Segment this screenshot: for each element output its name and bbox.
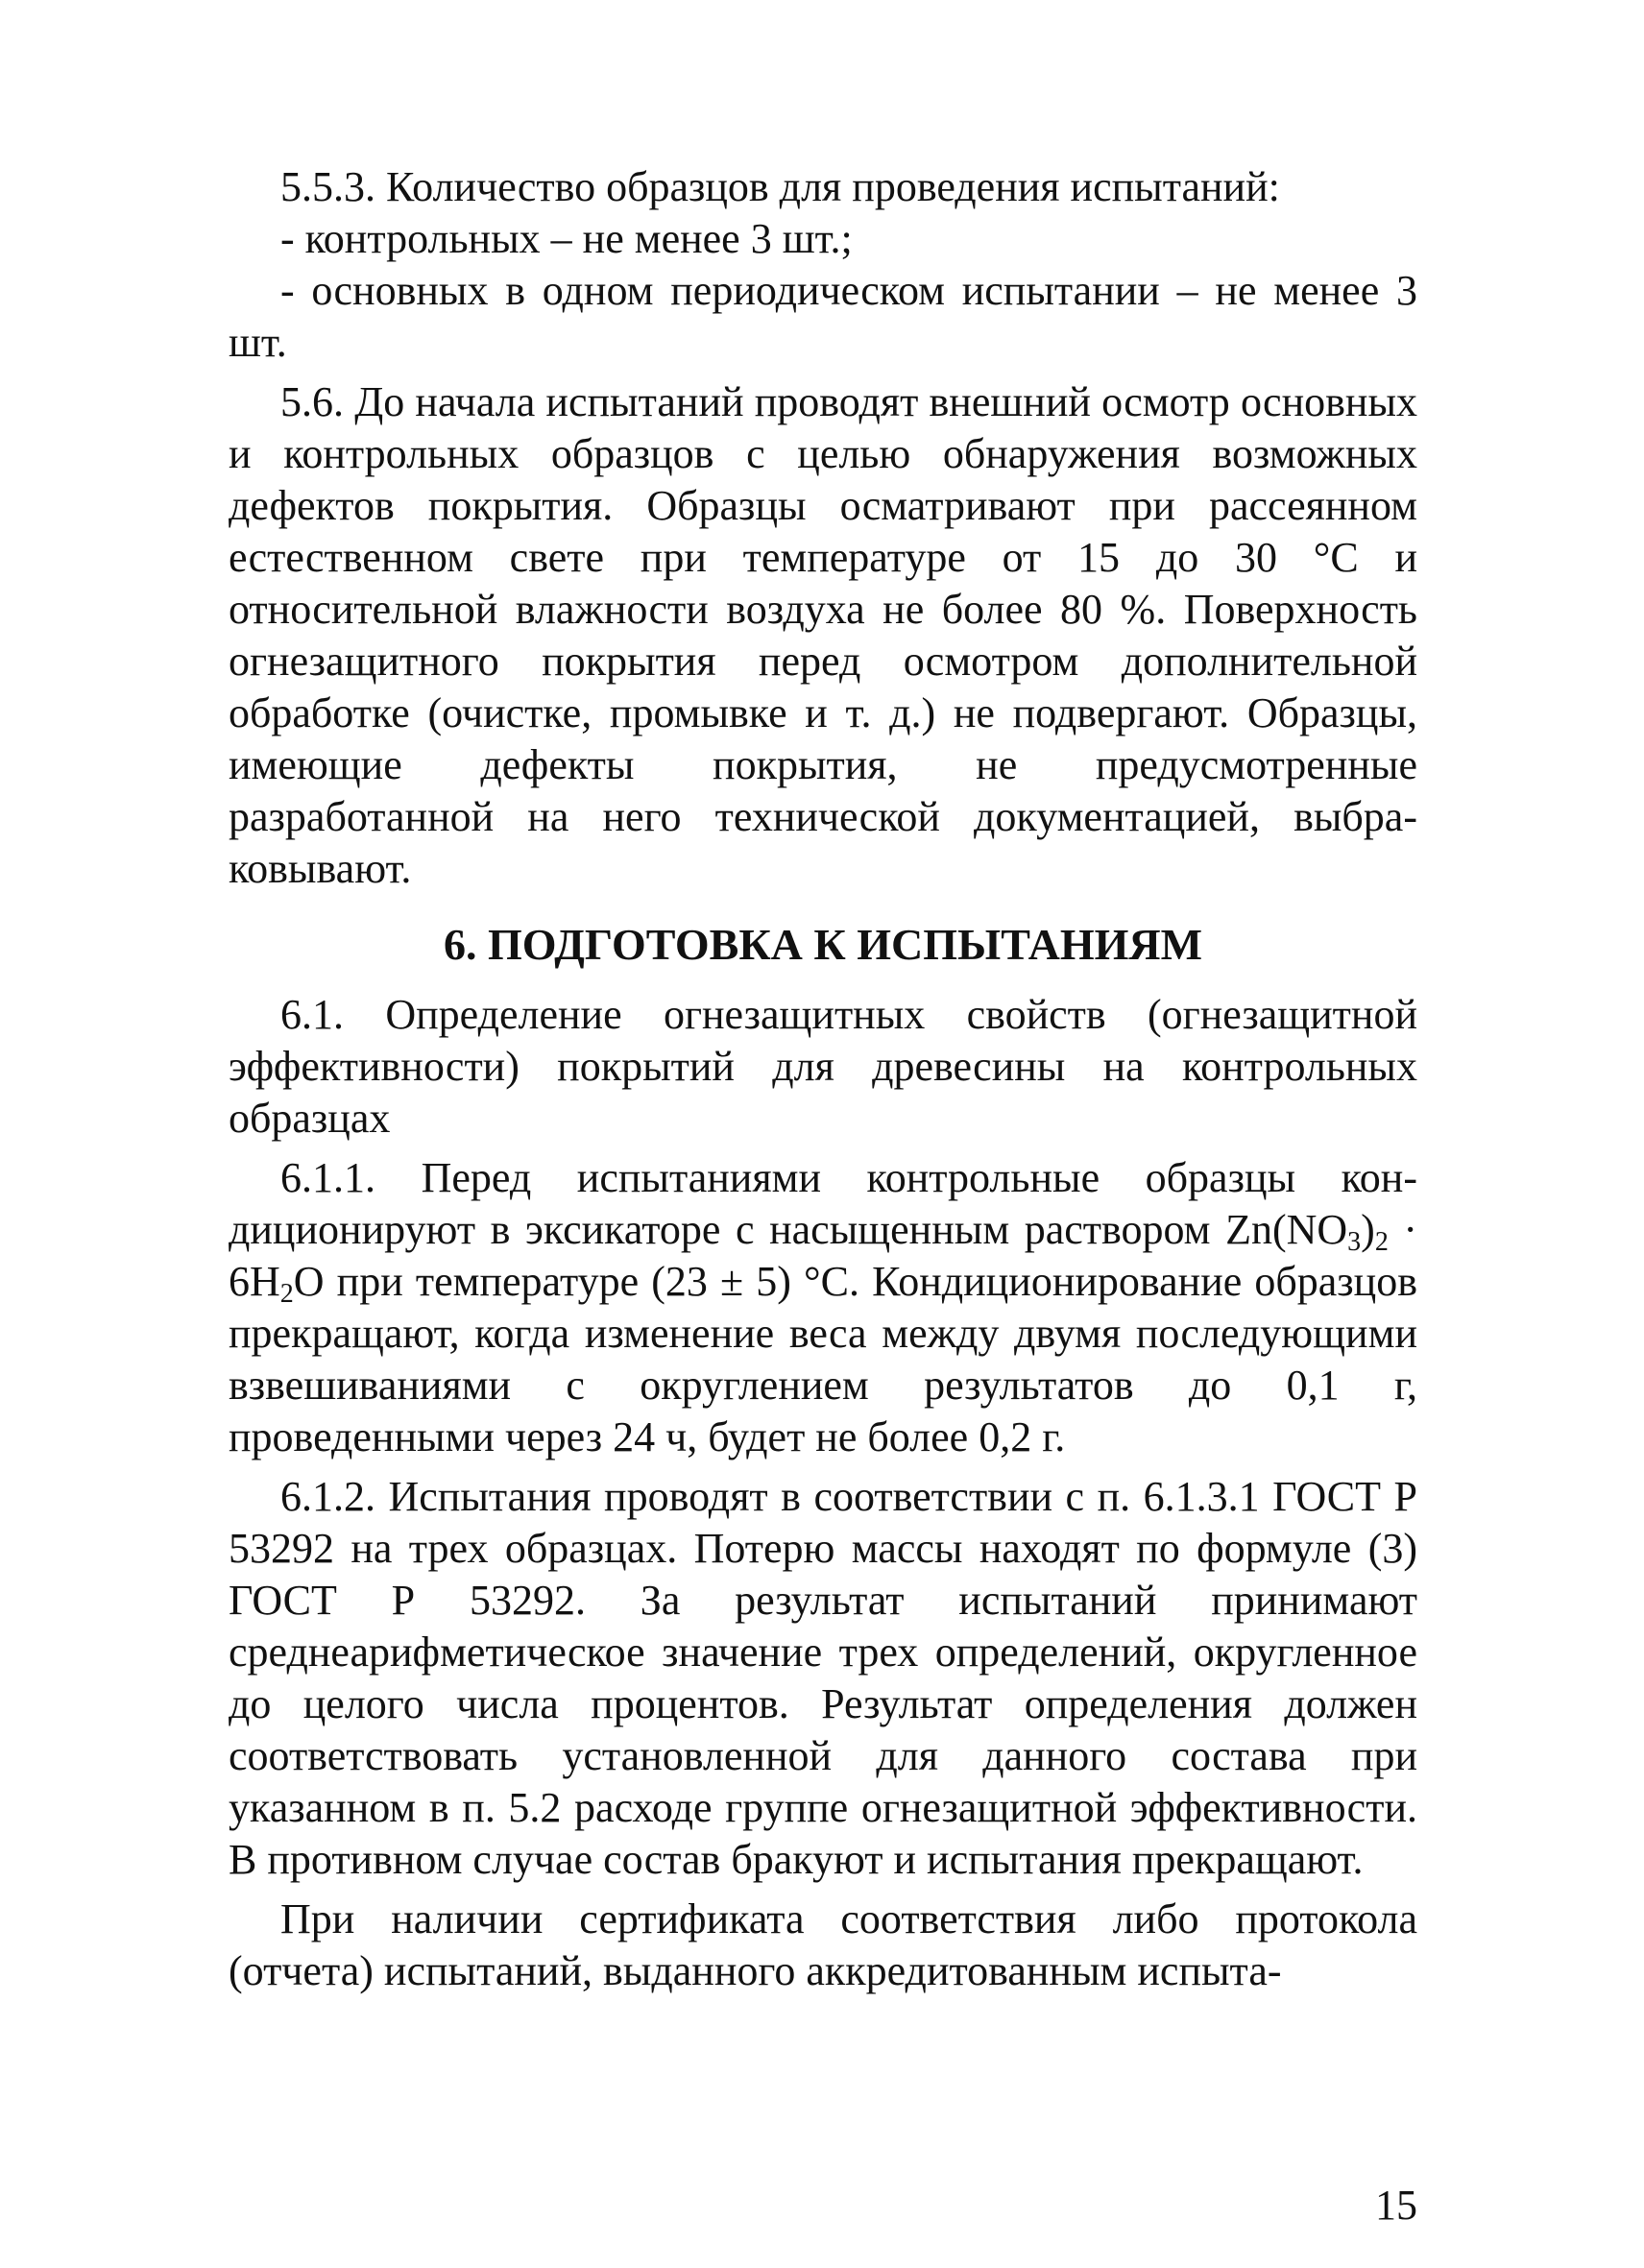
paragraph-6-1-2: 6.1.2. Испытания проводят в соответствии с п. 6.1.3.1 ГОСТ Р 53292 на трех образцах. Потерю массы находят по формуле (3) ГОСТ Р 53292. За результат испытаний принимают среднеарифметическое значение трех определений, округленное до целого числа процентов. Результат определения должен соответствовать установленной для данного состава при указанном в п. 5.2 расходе группе огнезащитной эффективности. В противном случае состав бракуют и испытания прекращают. (229, 1473, 1417, 1883)
paragraph-certificate: При наличии сертификата соответствия либо протокола (отчета) испытаний, выданного аккредитованным испыта- (229, 1895, 1417, 1994)
paragraph-6-1: 6.1. Определение огнезащитных свойств (огнезащитной эффективности) покрытий для древесины на контрольных образцах (229, 991, 1417, 1142)
paragraph-5-5-3: 5.5.3. Количество образцов для проведения испытаний: (280, 163, 1280, 210)
paragraph-6-1-1 (229, 1152, 1417, 1463)
paragraph-6-1-1-end: при температуре (23 ± 5) °С. Кондиционирование образцов прекращают, когда изменение веса между двумя последующими взвешиваниями с округлением результатов до 0,1 г, проведенными через 24 ч, будет не более 0,2 г. (229, 1258, 1417, 1460)
chemical-formula: $Zn(NO_3)_2 \cdot 6H_2O$ (229, 1206, 1418, 1309)
section-heading: 6. ПОДГОТОВКА К ИСПЫТАНИЯМ (443, 920, 1203, 969)
list-item-main: - основных в одном периодическом испытании – не менее 3 шт. (229, 267, 1417, 366)
list-item-control: - контрольных – не менее 3 шт.; (280, 215, 853, 262)
document-page (229, 161, 1417, 2235)
paragraph-5-6: 5.6. До начала испытаний проводят внешний осмотр основных и контрольных образцов с целью обнаружения возможных дефектов покрытия. Образцы осматривают при рассеянном естественном свете при температуре от 15 до 30 °С и относительной влажности воздуха не более 80 %. Поверхность огнезащитного покрытия перед осмотром дополнительной обработке (очистке, промывке и т. д.) не подвергают. Образцы, имеющие дефекты покрытия, не предусмотренные разработанной на него технической документацией, выбраковывают. (229, 378, 1417, 892)
paragraph-6-1-1-start: 6.1.1. Перед испытаниями контрольные образцы кондиционируют в эксикаторе с насыщенным раствором (229, 1154, 1417, 1253)
page-number: 15 (1375, 2182, 1417, 2229)
